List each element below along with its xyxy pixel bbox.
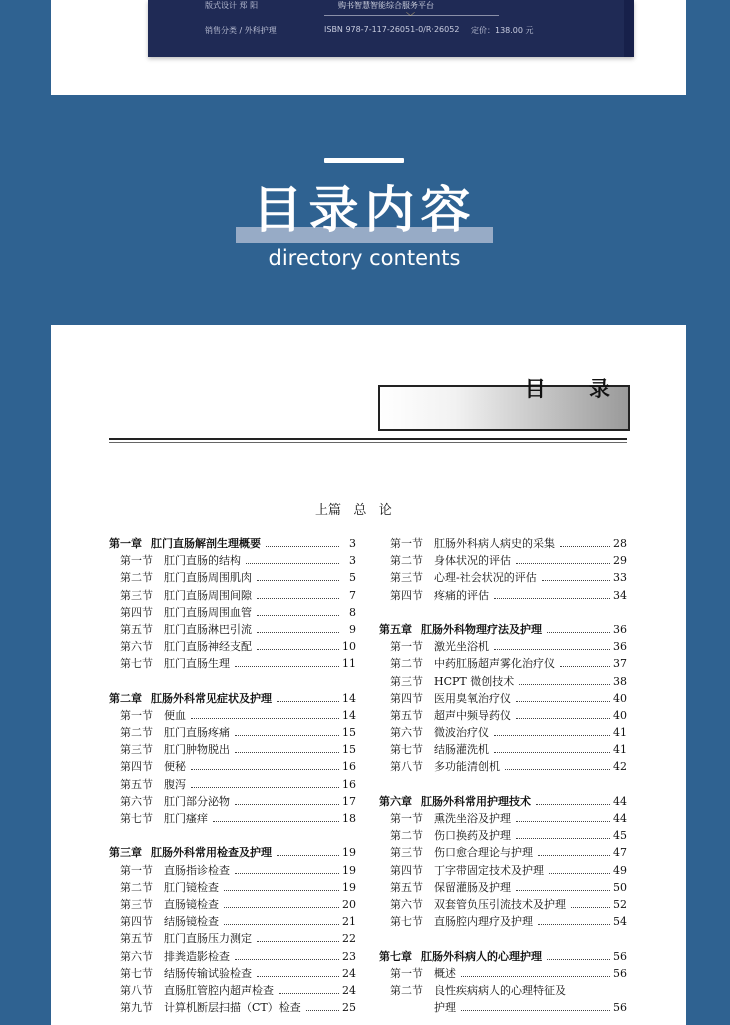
toc-section-entry bbox=[109, 965, 356, 982]
entry-title: 肛门部分泌物 bbox=[164, 794, 230, 808]
entry-title: 伤口换药及护理 bbox=[434, 829, 511, 843]
toc-section-entry bbox=[379, 758, 627, 775]
entry-number: 第八节 bbox=[390, 760, 423, 774]
entry-page: 19 bbox=[342, 880, 356, 894]
entry-title: 心理-社会状况的评估 bbox=[434, 571, 537, 585]
part-title: 上篇 总 论 bbox=[315, 503, 392, 518]
dot-leader bbox=[191, 787, 339, 788]
entry-page: 24 bbox=[342, 966, 356, 980]
entry-page: 9 bbox=[349, 622, 356, 636]
entry-page: 50 bbox=[613, 880, 627, 894]
dot-leader bbox=[257, 598, 339, 599]
entry-page: 23 bbox=[342, 949, 356, 963]
dot-leader bbox=[191, 718, 339, 719]
entry-page: 5 bbox=[349, 571, 356, 585]
toc-gap bbox=[109, 673, 356, 690]
toc-section-entry bbox=[109, 930, 356, 947]
entry-title: 丁字带固定技术及护理 bbox=[434, 863, 544, 877]
entry-title: 肛门直肠生理 bbox=[164, 657, 230, 671]
entry-title: 肛肠外科物理疗法及护理 bbox=[421, 622, 542, 636]
entry-title: 直肠腔内理疗及护理 bbox=[434, 915, 533, 929]
toc-section-entry bbox=[109, 758, 356, 775]
entry-number: 第一节 bbox=[120, 708, 153, 722]
entry-number: 第五章 bbox=[379, 622, 412, 636]
toc-section-entry bbox=[379, 707, 627, 724]
entry-title: 肛肠外科常用护理技术 bbox=[421, 794, 531, 808]
entry-title: 疼痛的评估 bbox=[434, 588, 489, 602]
entry-page: 15 bbox=[342, 743, 356, 757]
entry-number: 第一节 bbox=[390, 966, 423, 980]
entry-title: 肛肠外科病人的心理护理 bbox=[421, 949, 542, 963]
entry-number: 第七节 bbox=[120, 657, 153, 671]
dot-leader bbox=[224, 907, 339, 908]
entry-title: 伤口愈合理论与护理 bbox=[434, 846, 533, 860]
entry-number: 第八节 bbox=[120, 983, 153, 997]
toc-section-entry bbox=[109, 776, 356, 793]
dot-leader bbox=[235, 666, 339, 667]
dot-leader bbox=[516, 701, 610, 702]
entry-number: 第七节 bbox=[120, 966, 153, 980]
entry-page: 19 bbox=[342, 846, 356, 860]
entry-page: 28 bbox=[613, 537, 627, 550]
entry-number: 第二节 bbox=[390, 829, 423, 843]
dot-leader bbox=[277, 855, 339, 856]
toc-section-entry bbox=[109, 621, 356, 638]
entry-title: 直肠镜检查 bbox=[164, 897, 219, 911]
entry-number: 第一节 bbox=[120, 554, 153, 568]
toc-gap bbox=[379, 776, 627, 793]
entry-title: 便秘 bbox=[164, 760, 186, 774]
toc-section-entry bbox=[379, 982, 627, 999]
entry-page: 49 bbox=[613, 863, 627, 877]
toc-section-entry bbox=[109, 999, 356, 1016]
toc-chapter-entry bbox=[379, 948, 627, 965]
entry-page: 14 bbox=[342, 691, 356, 705]
dot-leader bbox=[538, 855, 610, 856]
dot-leader bbox=[257, 615, 339, 616]
entry-number: 第五节 bbox=[390, 708, 423, 722]
toc-section-entry bbox=[109, 587, 356, 604]
dot-leader bbox=[494, 735, 610, 736]
entry-page: 56 bbox=[613, 1001, 627, 1015]
entry-page: 22 bbox=[342, 932, 356, 946]
entry-title: 保留灌肠及护理 bbox=[434, 880, 511, 894]
entry-number: 第三节 bbox=[120, 588, 153, 602]
entry-page: 41 bbox=[613, 726, 627, 740]
toc-right-column bbox=[379, 535, 627, 1016]
dot-leader bbox=[257, 649, 339, 650]
entry-page: 10 bbox=[342, 640, 356, 654]
entry-title: 腹泻 bbox=[164, 777, 186, 791]
dot-leader bbox=[494, 649, 610, 650]
entry-page: 45 bbox=[613, 829, 627, 843]
toc-chapter-entry bbox=[109, 690, 356, 707]
cover-price: 定价：138.00 元 bbox=[471, 26, 534, 35]
entry-page: 56 bbox=[613, 949, 627, 963]
dot-leader bbox=[224, 890, 339, 891]
toc-section-entry bbox=[109, 896, 356, 913]
entry-number: 第一节 bbox=[120, 863, 153, 877]
dot-leader bbox=[538, 924, 610, 925]
entry-number: 第二节 bbox=[120, 571, 153, 585]
toc-section-entry bbox=[109, 913, 356, 930]
entry-page: 44 bbox=[613, 812, 627, 825]
toc-section-entry bbox=[379, 879, 627, 896]
entry-page: 40 bbox=[613, 708, 627, 722]
entry-page: 24 bbox=[342, 983, 356, 997]
toc-left-column bbox=[109, 535, 356, 1016]
dot-leader bbox=[246, 563, 339, 564]
dot-leader bbox=[560, 546, 610, 547]
entry-page: 25 bbox=[342, 1001, 356, 1015]
entry-title: 肛门直肠压力测定 bbox=[164, 932, 252, 946]
entry-page: 40 bbox=[613, 691, 627, 705]
entry-title: 肛门直肠疼痛 bbox=[164, 726, 230, 740]
dot-leader bbox=[536, 804, 610, 805]
dot-leader bbox=[257, 632, 339, 633]
toc-gap bbox=[109, 827, 356, 844]
entry-page: 36 bbox=[613, 622, 627, 636]
entry-title: 激光坐浴机 bbox=[434, 640, 489, 654]
entry-title: 结肠传输试验检查 bbox=[164, 966, 252, 980]
toc-section-entry bbox=[109, 982, 356, 999]
entry-number: 第三节 bbox=[390, 674, 423, 688]
toc-section-entry bbox=[109, 810, 356, 827]
entry-number: 第五节 bbox=[120, 777, 153, 791]
toc-section-entry bbox=[379, 535, 627, 552]
entry-page: 52 bbox=[613, 897, 627, 911]
entry-page: 37 bbox=[613, 657, 627, 671]
entry-number: 第四节 bbox=[120, 760, 153, 774]
toc-section-entry bbox=[379, 638, 627, 655]
toc-section-entry bbox=[379, 673, 627, 690]
entry-title: 肛门直肠周围肌肉 bbox=[164, 571, 252, 585]
entry-title: 良性疾病病人的心理特征及 bbox=[434, 983, 566, 997]
entry-page: 17 bbox=[342, 794, 356, 808]
toc-section-entry bbox=[379, 862, 627, 879]
entry-number: 第六节 bbox=[390, 726, 423, 740]
dot-leader bbox=[277, 701, 339, 702]
toc-section-entry bbox=[379, 690, 627, 707]
entry-number: 第三章 bbox=[109, 846, 142, 860]
dot-leader bbox=[516, 821, 610, 822]
toc-section-entry bbox=[379, 896, 627, 913]
entry-number: 第七节 bbox=[390, 743, 423, 757]
dot-leader bbox=[516, 563, 610, 564]
heading-rule-thin bbox=[109, 442, 627, 443]
entry-page: 38 bbox=[613, 674, 627, 688]
toc-chapter-entry bbox=[379, 793, 627, 810]
entry-page: 36 bbox=[613, 640, 627, 654]
cover-platform: 购书智慧智能综合服务平台 bbox=[338, 1, 434, 10]
entry-page: 34 bbox=[613, 588, 627, 602]
entry-page: 56 bbox=[613, 966, 627, 980]
entry-number: 第二节 bbox=[390, 554, 423, 568]
book-cover-card bbox=[51, 0, 686, 95]
entry-number: 第六节 bbox=[390, 897, 423, 911]
entry-title: 熏洗坐浴及护理 bbox=[434, 812, 511, 825]
entry-page: 42 bbox=[613, 760, 627, 774]
entry-number: 第三节 bbox=[120, 743, 153, 757]
toc-section-entry bbox=[379, 999, 627, 1016]
toc-chapter-entry bbox=[109, 535, 356, 552]
entry-number: 第一节 bbox=[390, 640, 423, 654]
entry-title: 中药肛肠超声雾化治疗仪 bbox=[434, 657, 555, 671]
toc-gap bbox=[379, 604, 627, 621]
toc-section-entry bbox=[379, 810, 627, 827]
entry-title: 肛肠外科常见症状及护理 bbox=[151, 691, 272, 705]
entry-number: 第二节 bbox=[390, 657, 423, 671]
entry-number: 第三节 bbox=[390, 846, 423, 860]
entry-number: 第七节 bbox=[390, 915, 423, 929]
entry-title: 直肠指诊检查 bbox=[164, 863, 230, 877]
entry-title: 肛门镜检查 bbox=[164, 880, 219, 894]
toc-chapter-entry bbox=[109, 844, 356, 861]
toc-chapter-entry bbox=[379, 621, 627, 638]
toc-section-entry bbox=[379, 724, 627, 741]
dot-leader bbox=[235, 804, 339, 805]
dot-leader bbox=[266, 546, 339, 547]
dot-leader bbox=[235, 959, 339, 960]
toc-section-entry bbox=[109, 707, 356, 724]
entry-page: 29 bbox=[613, 554, 627, 568]
entry-number: 第五节 bbox=[120, 622, 153, 636]
entry-title: 身体状况的评估 bbox=[434, 554, 511, 568]
toc-section-entry bbox=[109, 604, 356, 621]
entry-title: 肛门瘙痒 bbox=[164, 812, 208, 825]
entry-title: 肛肠外科常用检查及护理 bbox=[151, 846, 272, 860]
entry-page: 15 bbox=[342, 726, 356, 740]
banner-title: 目录内容 bbox=[252, 181, 477, 239]
dot-leader bbox=[494, 598, 610, 599]
entry-title: 肛门直肠神经支配 bbox=[164, 640, 252, 654]
entry-page: 44 bbox=[613, 794, 627, 808]
entry-page: 54 bbox=[613, 915, 627, 929]
entry-number: 第六节 bbox=[120, 794, 153, 808]
toc-section-entry bbox=[379, 741, 627, 758]
entry-number: 第一节 bbox=[390, 812, 423, 825]
entry-title: 结肠灌洗机 bbox=[434, 743, 489, 757]
entry-number: 第五节 bbox=[120, 932, 153, 946]
entry-page: 11 bbox=[342, 657, 356, 671]
dot-leader bbox=[461, 976, 610, 977]
dot-leader bbox=[519, 684, 610, 685]
toc-section-entry bbox=[109, 655, 356, 672]
cover-designer: 版式设计 郑 阳 bbox=[205, 1, 259, 10]
toc-section-entry bbox=[379, 552, 627, 569]
toc-section-entry bbox=[379, 587, 627, 604]
entry-title: 医用臭氧治疗仪 bbox=[434, 691, 511, 705]
dot-leader bbox=[235, 752, 339, 753]
entry-number: 第三节 bbox=[120, 897, 153, 911]
entry-title: 肛门直肠周围间隙 bbox=[164, 588, 252, 602]
entry-title: 微波治疗仪 bbox=[434, 726, 489, 740]
toc-section-entry bbox=[379, 655, 627, 672]
toc-section-entry bbox=[109, 724, 356, 741]
entry-title: 直肠肛管腔内超声检查 bbox=[164, 983, 274, 997]
entry-title: 排粪造影检查 bbox=[164, 949, 230, 963]
dot-leader bbox=[461, 1010, 610, 1011]
entry-title: 护理 bbox=[434, 1001, 456, 1015]
toc-section-entry bbox=[109, 879, 356, 896]
dot-leader bbox=[542, 580, 610, 581]
toc-section-entry bbox=[109, 638, 356, 655]
entry-page: 16 bbox=[342, 777, 356, 791]
toc-section-entry bbox=[379, 913, 627, 930]
entry-title: 肛门直肠周围血管 bbox=[164, 605, 252, 619]
toc-section-entry bbox=[379, 965, 627, 982]
dot-leader bbox=[279, 993, 339, 994]
entry-title: 概述 bbox=[434, 966, 456, 980]
entry-page: 33 bbox=[613, 571, 627, 585]
toc-section-entry bbox=[379, 844, 627, 861]
entry-number: 第四节 bbox=[390, 863, 423, 877]
title-accent-bar bbox=[324, 158, 404, 163]
entry-number: 第九节 bbox=[120, 1001, 153, 1015]
entry-page: 16 bbox=[342, 760, 356, 774]
book-cover bbox=[148, 0, 634, 57]
entry-number: 第六节 bbox=[120, 640, 153, 654]
entry-number: 第三节 bbox=[390, 571, 423, 585]
banner-subtitle: directory contents bbox=[268, 246, 461, 270]
dot-leader bbox=[547, 959, 610, 960]
entry-page: 3 bbox=[349, 537, 356, 550]
entry-title: 肛门肿物脱出 bbox=[164, 743, 230, 757]
dot-leader bbox=[191, 769, 339, 770]
dot-leader bbox=[560, 666, 610, 667]
entry-page: 3 bbox=[349, 554, 356, 568]
toc-section-entry bbox=[109, 862, 356, 879]
dot-leader bbox=[306, 1010, 339, 1011]
entry-title: 双套管负压引流技术及护理 bbox=[434, 897, 566, 911]
toc-section-entry bbox=[109, 569, 356, 586]
entry-title: 肛肠外科病人病史的采集 bbox=[434, 537, 555, 550]
entry-number: 第二节 bbox=[120, 880, 153, 894]
dot-leader bbox=[224, 924, 339, 925]
entry-title: 肛门直肠的结构 bbox=[164, 554, 241, 568]
toc-page bbox=[51, 325, 686, 1025]
entry-number: 第四节 bbox=[390, 588, 423, 602]
dot-leader bbox=[257, 976, 339, 977]
entry-title: 便血 bbox=[164, 708, 186, 722]
entry-title: 多功能清创机 bbox=[434, 760, 500, 774]
dot-leader bbox=[257, 580, 339, 581]
entry-page: 19 bbox=[342, 863, 356, 877]
entry-page: 7 bbox=[349, 588, 356, 602]
cover-isbn: ISBN 978-7-117-26051-0/R·26052 bbox=[324, 25, 460, 34]
entry-number: 第五节 bbox=[390, 880, 423, 894]
toc-section-entry bbox=[109, 793, 356, 810]
entry-number: 第七节 bbox=[120, 812, 153, 825]
dot-leader bbox=[516, 890, 610, 891]
entry-number: 第四节 bbox=[120, 915, 153, 929]
entry-title: 超声中频导药仪 bbox=[434, 708, 511, 722]
toc-section-entry bbox=[109, 552, 356, 569]
dot-leader bbox=[571, 907, 610, 908]
entry-title: 肛门直肠淋巴引流 bbox=[164, 622, 252, 636]
entry-number: 第二章 bbox=[109, 691, 142, 705]
dot-leader bbox=[235, 735, 339, 736]
entry-number: 第一章 bbox=[109, 537, 142, 550]
toc-heading: 目 录 bbox=[524, 377, 628, 401]
entry-title: 结肠镜检查 bbox=[164, 915, 219, 929]
entry-title: 计算机断层扫描（CT）检查 bbox=[164, 1001, 301, 1015]
dot-leader bbox=[549, 873, 610, 874]
entry-number: 第六节 bbox=[120, 949, 153, 963]
dot-leader bbox=[257, 941, 339, 942]
entry-title: 肛门直肠解剖生理概要 bbox=[151, 537, 261, 550]
entry-title: HCPT 微创技术 bbox=[434, 674, 515, 688]
entry-page: 14 bbox=[342, 708, 356, 722]
heading-rule bbox=[109, 438, 627, 440]
entry-page: 41 bbox=[613, 743, 627, 757]
entry-page: 18 bbox=[342, 812, 356, 825]
toc-gap bbox=[379, 930, 627, 947]
toc-section-entry bbox=[379, 569, 627, 586]
entry-page: 21 bbox=[342, 915, 356, 929]
dot-leader bbox=[235, 873, 339, 874]
entry-page: 47 bbox=[613, 846, 627, 860]
entry-number: 第四节 bbox=[120, 605, 153, 619]
dot-leader bbox=[505, 769, 610, 770]
toc-section-entry bbox=[109, 741, 356, 758]
entry-number: 第二节 bbox=[120, 726, 153, 740]
dot-leader bbox=[516, 718, 610, 719]
entry-page: 20 bbox=[342, 897, 356, 911]
entry-number: 第六章 bbox=[379, 794, 412, 808]
dot-leader bbox=[516, 838, 610, 839]
toc-section-entry bbox=[379, 827, 627, 844]
dot-leader bbox=[494, 752, 610, 753]
chevron-icon: ﹀ bbox=[406, 13, 416, 23]
entry-number: 第二节 bbox=[390, 983, 423, 997]
entry-number: 第七章 bbox=[379, 949, 412, 963]
entry-number: 第四节 bbox=[390, 691, 423, 705]
dot-leader bbox=[547, 632, 610, 633]
toc-section-entry bbox=[109, 948, 356, 965]
entry-number: 第一节 bbox=[390, 537, 423, 550]
cover-category: 销售分类 / 外科护理 bbox=[205, 26, 277, 35]
book-spine bbox=[624, 0, 634, 57]
dot-leader bbox=[213, 821, 339, 822]
entry-page: 8 bbox=[349, 605, 356, 619]
